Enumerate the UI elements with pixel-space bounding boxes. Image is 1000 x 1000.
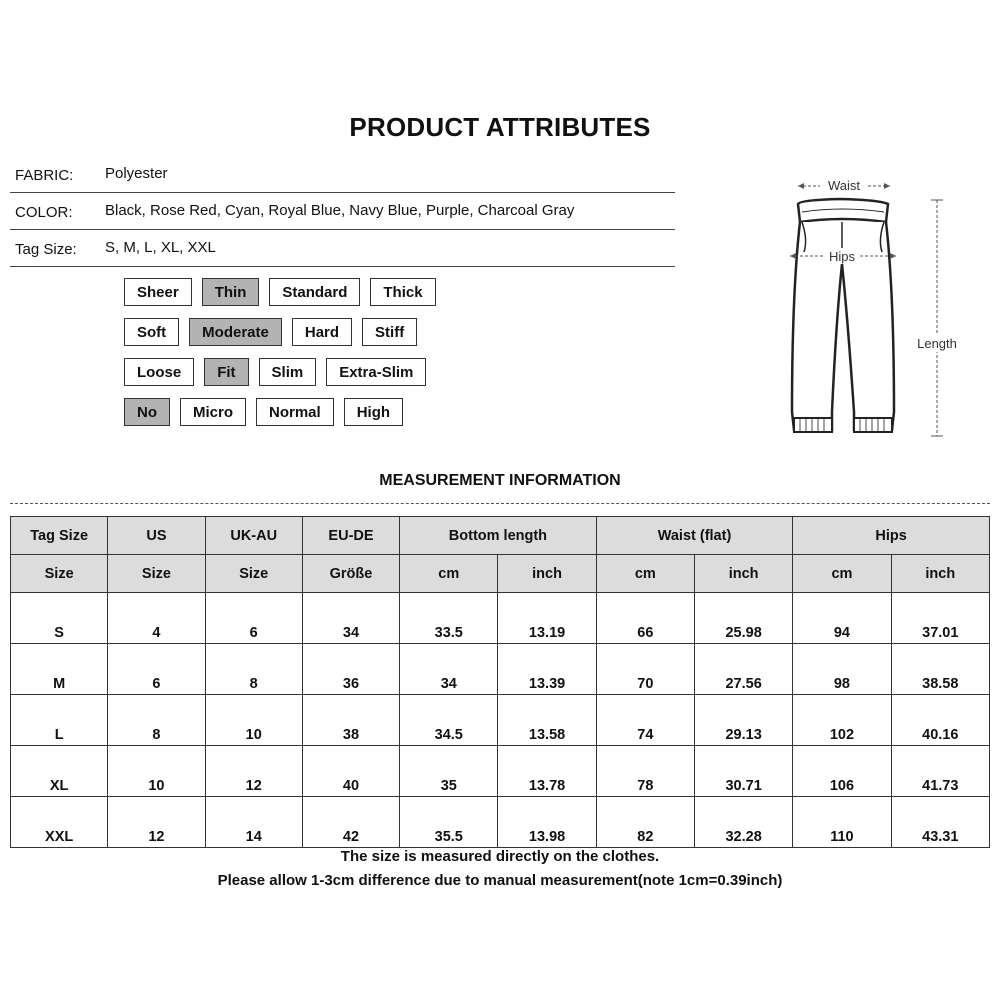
thickness-row bbox=[0, 278, 700, 312]
color-value: Black, Rose Red, Cyan, Royal Blue, Navy Blue, Purple, Charcoal Gray bbox=[105, 202, 575, 219]
subheader-cell: Größe bbox=[302, 555, 399, 593]
table-cell: 43.31 bbox=[891, 797, 989, 848]
type-option-slim[interactable]: Slim bbox=[259, 358, 317, 386]
table-cell: 32.28 bbox=[694, 797, 792, 848]
table-row bbox=[11, 593, 990, 644]
table-cell: 35.5 bbox=[400, 797, 498, 848]
table-cell: 34 bbox=[302, 593, 399, 644]
header-hips: Hips bbox=[793, 517, 990, 555]
oft-option-no[interactable]: No bbox=[124, 398, 170, 426]
tag-size-value: S, M, L, XL, XXL bbox=[105, 239, 216, 256]
header-waist: Waist (flat) bbox=[596, 517, 793, 555]
hips-label: Hips bbox=[828, 249, 856, 264]
table-cell: 40 bbox=[302, 746, 399, 797]
table-cell: 40.16 bbox=[891, 695, 989, 746]
header-eu-de: EU-DE bbox=[302, 517, 399, 555]
note-difference: Please allow 1-3cm difference due to manual measurement(note 1cm=0.39inch) bbox=[217, 872, 783, 889]
fabric-value: Polyester bbox=[105, 165, 168, 182]
oft-option-micro[interactable]: Micro bbox=[180, 398, 246, 426]
table-cell: 13.78 bbox=[498, 746, 596, 797]
touch-options bbox=[124, 318, 417, 346]
table-subheader-row bbox=[11, 555, 990, 593]
thickness-option-standard[interactable]: Standard bbox=[269, 278, 360, 306]
header-tag-size: Tag Size bbox=[11, 517, 108, 555]
table-cell: 29.13 bbox=[694, 695, 792, 746]
table-cell: 66 bbox=[596, 593, 694, 644]
subheader-cell: cm bbox=[793, 555, 891, 593]
table-cell: 8 bbox=[205, 644, 302, 695]
table-cell: 13.98 bbox=[498, 797, 596, 848]
subheader-cell: inch bbox=[694, 555, 792, 593]
oft-row bbox=[0, 398, 700, 432]
table-cell: 13.19 bbox=[498, 593, 596, 644]
table-cell: 10 bbox=[108, 746, 205, 797]
thickness-option-thick[interactable]: Thick bbox=[370, 278, 435, 306]
table-cell: 6 bbox=[108, 644, 205, 695]
fabric-label: FABRIC: bbox=[15, 167, 74, 184]
table-cell: 74 bbox=[596, 695, 694, 746]
table-cell: XXL bbox=[11, 797, 108, 848]
subheader-cell: inch bbox=[891, 555, 989, 593]
subheader-cell: Size bbox=[108, 555, 205, 593]
table-cell: 70 bbox=[596, 644, 694, 695]
table-header-row bbox=[11, 517, 990, 555]
tag-size-label: Tag Size: bbox=[15, 241, 77, 258]
header-uk-au: UK-AU bbox=[205, 517, 302, 555]
touch-option-hard[interactable]: Hard bbox=[292, 318, 352, 346]
oft-options bbox=[124, 398, 403, 426]
touch-option-moderate[interactable]: Moderate bbox=[189, 318, 282, 346]
table-cell: 36 bbox=[302, 644, 399, 695]
size-table bbox=[10, 516, 990, 848]
type-options bbox=[124, 358, 426, 386]
table-cell: 98 bbox=[793, 644, 891, 695]
divider bbox=[10, 266, 675, 267]
thickness-options bbox=[124, 278, 436, 306]
table-cell: 6 bbox=[205, 593, 302, 644]
table-row bbox=[11, 695, 990, 746]
table-cell: 8 bbox=[108, 695, 205, 746]
table-row bbox=[11, 797, 990, 848]
oft-option-normal[interactable]: Normal bbox=[256, 398, 334, 426]
table-cell: 38 bbox=[302, 695, 399, 746]
table-cell: 33.5 bbox=[400, 593, 498, 644]
table-cell: 30.71 bbox=[694, 746, 792, 797]
waist-label: Waist bbox=[827, 178, 861, 193]
table-cell: 41.73 bbox=[891, 746, 989, 797]
oft-option-high[interactable]: High bbox=[344, 398, 403, 426]
subheader-cell: inch bbox=[498, 555, 596, 593]
table-cell: 38.58 bbox=[891, 644, 989, 695]
type-option-loose[interactable]: Loose bbox=[124, 358, 194, 386]
table-cell: 82 bbox=[596, 797, 694, 848]
table-cell: 13.58 bbox=[498, 695, 596, 746]
table-cell: 34.5 bbox=[400, 695, 498, 746]
length-label: Length bbox=[917, 336, 957, 351]
page-title: PRODUCT ATTRIBUTES bbox=[349, 112, 651, 142]
type-option-extra-slim[interactable]: Extra-Slim bbox=[326, 358, 426, 386]
subheader-cell: cm bbox=[596, 555, 694, 593]
fabric-row bbox=[10, 155, 675, 192]
table-row bbox=[11, 746, 990, 797]
table-cell: 14 bbox=[205, 797, 302, 848]
tag-size-row bbox=[10, 229, 675, 266]
header-us: US bbox=[108, 517, 205, 555]
pants-measurement-diagram bbox=[780, 172, 990, 447]
table-cell: XL bbox=[11, 746, 108, 797]
table-cell: S bbox=[11, 593, 108, 644]
thickness-option-thin[interactable]: Thin bbox=[202, 278, 260, 306]
table-cell: 110 bbox=[793, 797, 891, 848]
touch-option-stiff[interactable]: Stiff bbox=[362, 318, 417, 346]
table-cell: 37.01 bbox=[891, 593, 989, 644]
table-cell: 94 bbox=[793, 593, 891, 644]
color-row bbox=[10, 192, 675, 229]
header-bottom-length: Bottom length bbox=[400, 517, 597, 555]
table-cell: 42 bbox=[302, 797, 399, 848]
table-cell: 78 bbox=[596, 746, 694, 797]
table-cell: M bbox=[11, 644, 108, 695]
table-cell: 102 bbox=[793, 695, 891, 746]
table-row bbox=[11, 644, 990, 695]
table-cell: 12 bbox=[205, 746, 302, 797]
table-cell: 35 bbox=[400, 746, 498, 797]
subheader-cell: Size bbox=[205, 555, 302, 593]
table-cell: L bbox=[11, 695, 108, 746]
touch-option-soft[interactable]: Soft bbox=[124, 318, 179, 346]
table-cell: 10 bbox=[205, 695, 302, 746]
subheader-cell: cm bbox=[400, 555, 498, 593]
table-cell: 106 bbox=[793, 746, 891, 797]
note-measured: The size is measured directly on the clothes. bbox=[340, 848, 660, 865]
measurement-title: MEASUREMENT INFORMATION bbox=[379, 472, 621, 489]
dashed-divider bbox=[10, 503, 990, 504]
table-cell: 25.98 bbox=[694, 593, 792, 644]
type-row bbox=[0, 358, 700, 392]
touch-row bbox=[0, 318, 700, 352]
type-option-fit[interactable]: Fit bbox=[204, 358, 248, 386]
table-cell: 4 bbox=[108, 593, 205, 644]
table-cell: 12 bbox=[108, 797, 205, 848]
table-cell: 27.56 bbox=[694, 644, 792, 695]
table-cell: 13.39 bbox=[498, 644, 596, 695]
thickness-option-sheer[interactable]: Sheer bbox=[124, 278, 192, 306]
table-cell: 34 bbox=[400, 644, 498, 695]
color-label: COLOR: bbox=[15, 204, 73, 221]
subheader-cell: Size bbox=[11, 555, 108, 593]
